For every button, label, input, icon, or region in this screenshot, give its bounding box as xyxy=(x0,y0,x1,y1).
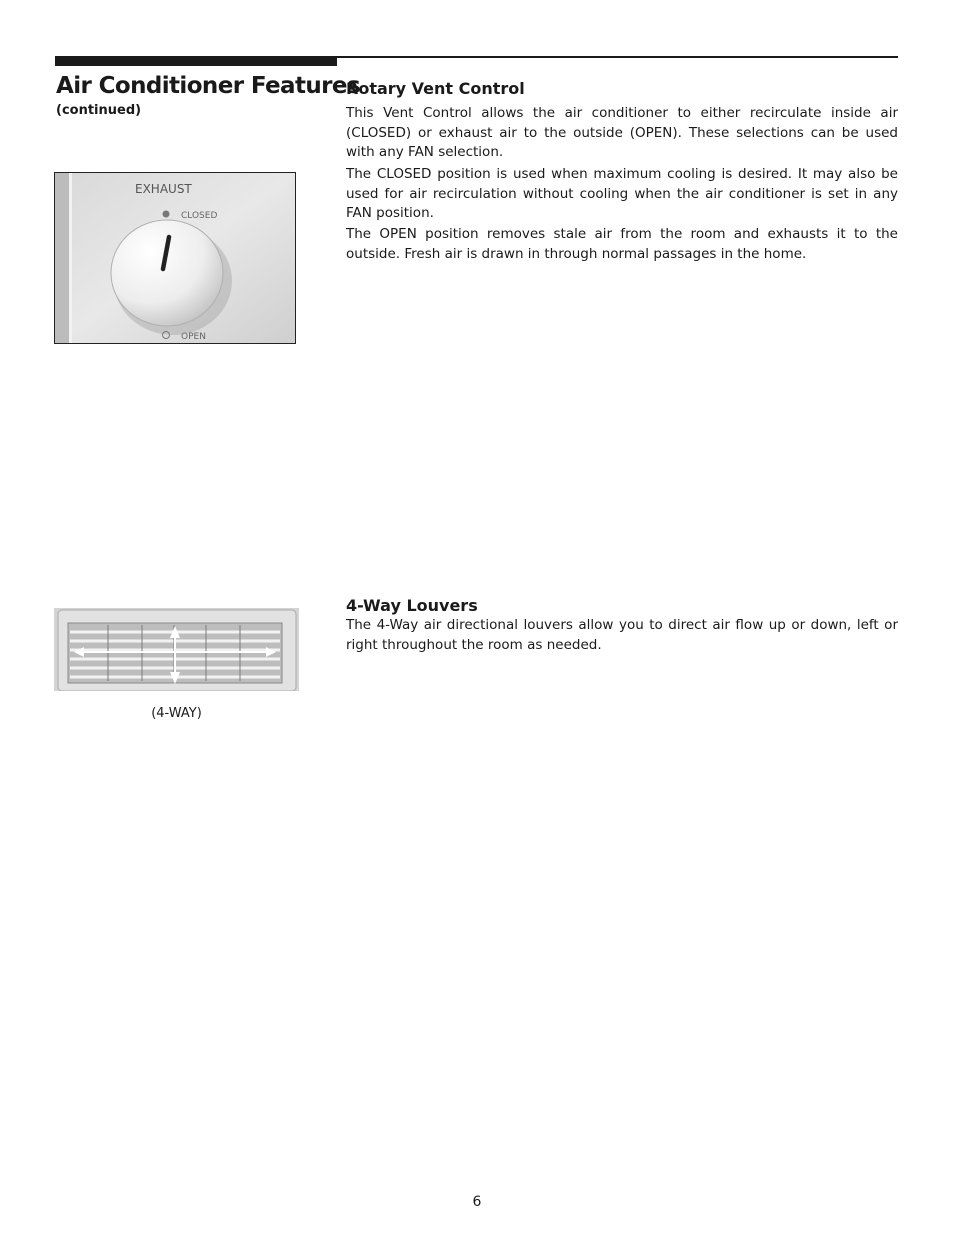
louvers-heading: 4-Way Louvers xyxy=(346,596,478,615)
rotary-vent-paragraph-3: The OPEN position removes stale air from the room and exhausts it to the outside. Fresh air is drawn in through normal passages in the home. xyxy=(346,226,898,262)
vent-control-illustration xyxy=(55,173,295,343)
vent-control-photo xyxy=(54,172,296,344)
page-title: Air Conditioner Features xyxy=(56,73,360,99)
vent-knob xyxy=(111,220,223,326)
louvers-photo xyxy=(54,608,299,691)
rotary-vent-heading: Rotary Vent Control xyxy=(346,79,525,98)
louvers-illustration xyxy=(54,608,299,691)
page-subtitle: (continued) xyxy=(56,103,142,118)
closed-label: CLOSED xyxy=(181,211,218,221)
closed-indicator-dot xyxy=(163,211,170,218)
exhaust-label: EXHAUST xyxy=(135,182,192,196)
header-rule-thick xyxy=(55,56,337,66)
rotary-vent-paragraph-1: This Vent Control allows the air conditioner to either recirculate inside air (CLOSED) or exhaust air to the outside (OPEN). These selections can be used with any FAN selection. xyxy=(346,105,898,160)
rotary-vent-paragraph-2: The CLOSED position is used when maximum cooling is desired. It may also be used for air recirculation without cooling when the air conditioner is set in any FAN position. xyxy=(346,166,898,221)
louvers-paragraph: The 4-Way air directional louvers allow you to direct air flow up or down, left or right throughout the room as needed. xyxy=(346,617,898,653)
louvers-caption: (4-WAY) xyxy=(151,706,202,721)
header-rule-thin xyxy=(337,56,898,58)
page-number: 6 xyxy=(472,1194,482,1210)
open-label: OPEN xyxy=(181,332,206,342)
